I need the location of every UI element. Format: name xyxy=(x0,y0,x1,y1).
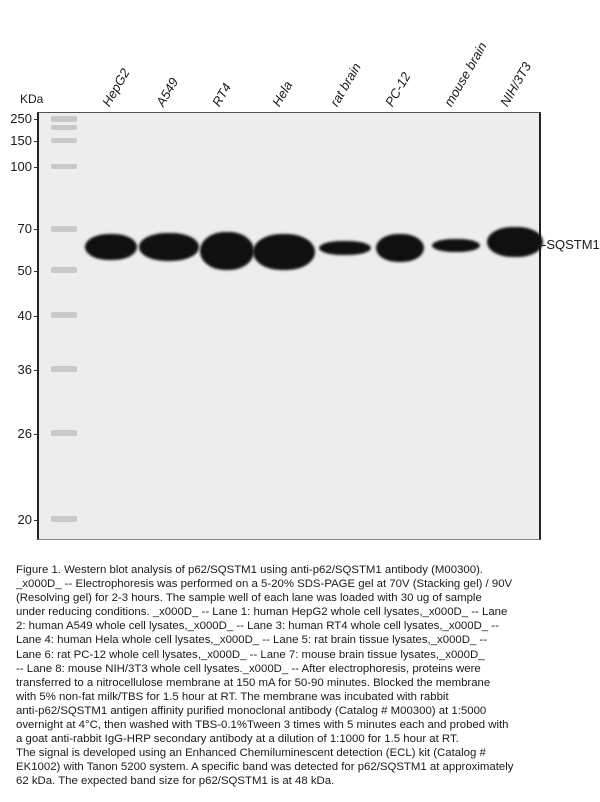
ladder-band xyxy=(51,138,77,143)
caption-line: _x000D_ -- Electrophoresis was performed on a 5-20% SDS-PAGE gel at 70V (Stacking gel) / 90V xyxy=(16,578,513,591)
marker-100: 100 xyxy=(10,159,32,174)
target-label: -SQSTM1 xyxy=(542,237,600,252)
marker-50: 50 xyxy=(17,263,32,278)
band-lane-8 xyxy=(487,227,543,257)
band-lane-4 xyxy=(253,234,315,270)
caption-line: EK1002) with Tanon 5200 system. A specific band was detected for p62/SQSTM1 at approximately xyxy=(16,761,514,774)
caption-line: The signal is developed using an Enhanced Chemiluminescent detection (ECL) kit (Catalog # xyxy=(16,747,486,760)
band-lane-7 xyxy=(432,239,480,252)
marker-36: 36 xyxy=(17,362,32,377)
caption-line: overnight at 4°C, then washed with TBS-0.1%Tween 3 times with 5 minutes each and probed with xyxy=(16,719,509,732)
ladder-band xyxy=(51,267,77,273)
ladder-band xyxy=(51,125,77,130)
ladder-band xyxy=(51,366,77,372)
marker-70: 70 xyxy=(17,221,32,236)
blot-membrane xyxy=(37,112,541,540)
lane-label-5: rat brain xyxy=(327,60,364,109)
caption-line: with 5% non-fat milk/TBS for 1.5 hour at RT. The membrane was incubated with rabbit xyxy=(16,690,449,703)
marker-150: 150 xyxy=(10,133,32,148)
band-lane-1 xyxy=(85,234,137,260)
ladder-band xyxy=(51,164,77,169)
figure-caption xyxy=(16,563,588,789)
caption-line: Lane 4: human Hela whole cell lysates,_x000D_ -- Lane 5: rat brain tissue lysates,_x000D_ -- xyxy=(16,634,488,647)
ladder-band xyxy=(51,516,77,522)
caption-line: 2: human A549 whole cell lysates,_x000D_ -- Lane 3: human RT4 whole cell lysates,_x000D_ -- xyxy=(16,620,499,633)
lane-label-7: mouse brain xyxy=(441,39,490,109)
marker-20: 20 xyxy=(17,512,32,527)
ladder-band xyxy=(51,226,77,232)
marker-250: 250 xyxy=(10,111,32,126)
caption-line: anti-p62/SQSTM1 antigen affinity purified monoclonal antibody (Catalog # M00300) at 1:5000 xyxy=(16,704,487,717)
caption-line: transferred to a nitrocellulose membrane at 150 mA for 50-90 minutes. Blocked the membrane xyxy=(16,676,491,689)
ladder-band xyxy=(51,116,77,122)
ladder-band xyxy=(51,430,77,436)
marker-40: 40 xyxy=(17,308,32,323)
band-lane-2 xyxy=(139,233,199,261)
lane-label-2: A549 xyxy=(153,75,182,109)
lane-label-6: PC-12 xyxy=(382,69,414,109)
caption-line: Lane 6: rat PC-12 whole cell lysates,_x000D_ -- Lane 7: mouse brain tissue lysates,_x000D_ xyxy=(16,648,485,661)
band-lane-3 xyxy=(200,232,254,270)
caption-line: 62 kDa. The expected band size for p62/SQSTM1 is at 48 kDa. xyxy=(16,775,335,788)
caption-line: (Resolving gel) for 2-3 hours. The sample well of each lane was loaded with 30 ug of sample xyxy=(16,592,482,605)
lane-label-8: NIH/3T3 xyxy=(497,59,535,109)
lane-label-1: HepG2 xyxy=(99,65,133,109)
band-lane-6 xyxy=(376,234,424,262)
caption-line: a goat anti-rabbit IgG-HRP secondary antibody at a dilution of 1:1000 for 1.5 hour at RT. xyxy=(16,733,459,746)
band-lane-5 xyxy=(319,241,371,255)
marker-26: 26 xyxy=(17,426,32,441)
ladder-band xyxy=(51,312,77,318)
caption-line: -- Lane 8: mouse NIH/3T3 whole cell lysates._x000D_ -- After electrophoresis, proteins were xyxy=(16,662,481,675)
caption-line: Figure 1. Western blot analysis of p62/SQSTM1 using anti-p62/SQSTM1 antibody (M00300). xyxy=(16,564,484,576)
lane-label-3: RT4 xyxy=(209,80,235,109)
caption-line: under reducing conditions. _x000D_ -- Lane 1: human HepG2 whole cell lysates,_x000D_ -- Lane xyxy=(16,606,508,619)
lane-label-4: Hela xyxy=(269,78,296,109)
kda-label: KDa xyxy=(20,92,44,106)
